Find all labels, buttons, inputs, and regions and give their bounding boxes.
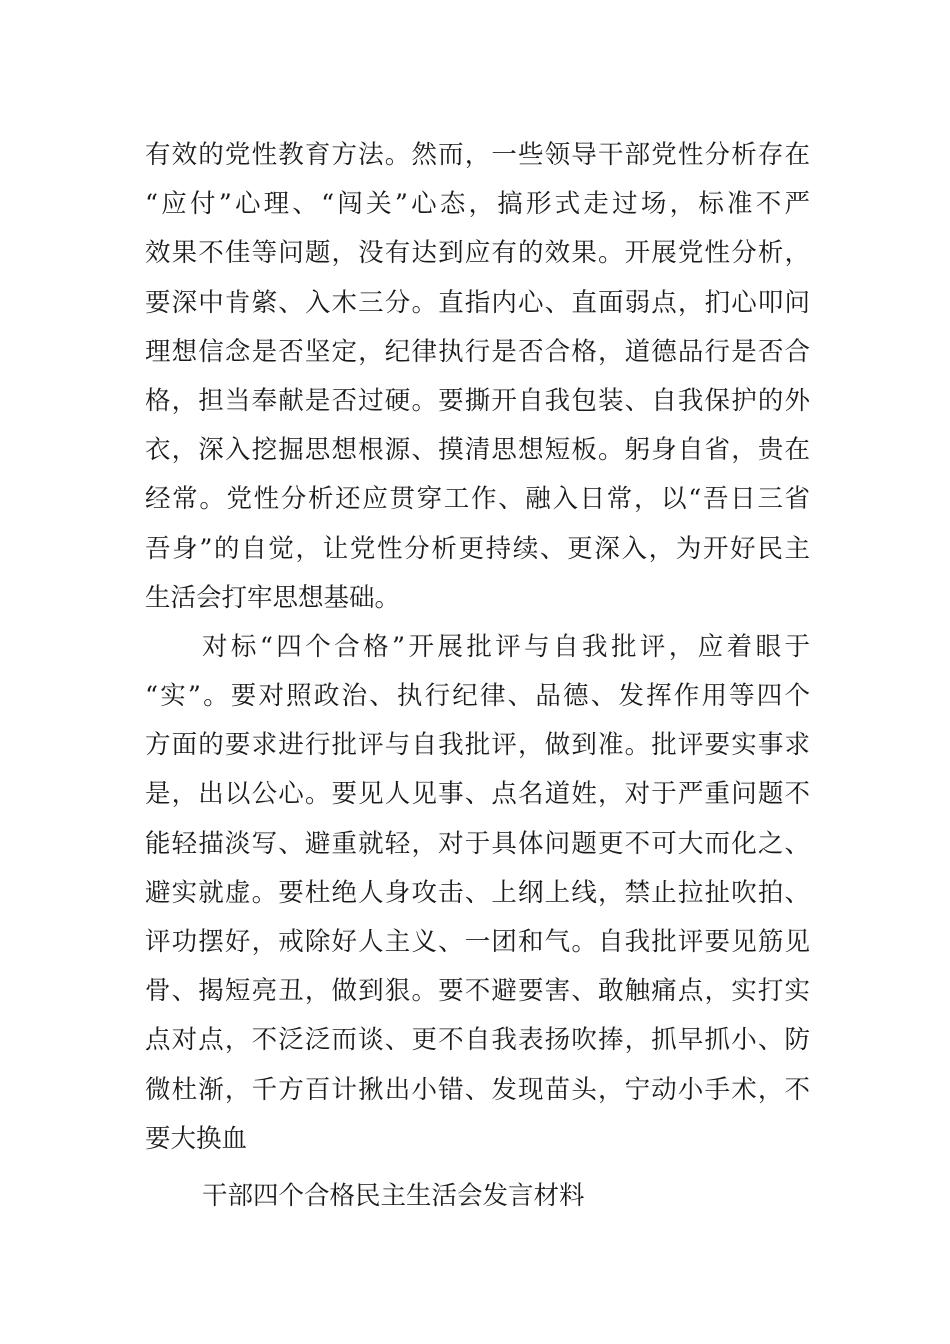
paragraph2-line: “实”。要对照政治、执行纪律、品德、发挥作用等四个 [145, 681, 810, 712]
paragraph1-line: 格，担当奉献是否过硬。要撕开自我包装、自我保护的外 [145, 385, 810, 416]
paragraph1-line: 有效的党性教育方法。然而，一些领导干部党性分析存在 [145, 140, 810, 170]
paragraph1-line: 要深中肯綮、入木三分。直指内心、直面弱点，扪心叩问 [145, 287, 810, 318]
paragraph2-line: 能轻描淡写、避重就轻，对于具体问题更不可大而化之、 [145, 828, 810, 859]
paragraph2-line: 微杜渐，千方百计揪出小错、发现苗头，宁动小手术，不 [145, 1074, 810, 1105]
paragraph1-line: 吾身”的自觉，让党性分析更持续、更深入，为开好民主 [145, 533, 810, 564]
paragraph1-line: 经常。党性分析还应贯穿工作、融入日常，以“吾日三省 [145, 484, 810, 515]
paragraph2-line: 对标“四个合格”开展批评与自我批评，应着眼于 [202, 631, 810, 662]
section-title: 干部四个合格民主生活会发言材料 [202, 1181, 585, 1211]
paragraph2-line: 要大换血 [145, 1123, 248, 1154]
paragraph1-line: 理想信念是否坚定，纪律执行是否合格，道德品行是否合 [145, 336, 810, 367]
body-text [145, 131, 810, 1164]
paragraph2-line: 评功摆好，戒除好人主义、一团和气。自我批评要见筋见 [145, 927, 810, 957]
paragraph2-line: 骨、揭短亮丑，做到狠。要不避要害、敢触痛点，实打实 [145, 976, 810, 1007]
paragraph1-line: 效果不佳等问题，没有达到应有的效果。开展党性分析， [145, 238, 810, 269]
paragraph2-line: 避实就虚。要杜绝人身攻击、上纲上线，禁止拉扯吹拍、 [145, 877, 810, 908]
paragraph1-line: 衣，深入挖掘思想根源、摸清思想短板。躬身自省，贵在 [145, 435, 810, 466]
paragraph2-line: 点对点，不泛泛而谈、更不自我表扬吹捧，抓早抓小、防 [145, 1025, 810, 1056]
paragraph2-line: 方面的要求进行批评与自我批评，做到准。批评要实事求 [145, 730, 810, 761]
paragraph2-line: 是，出以公心。要见人见事、点名道姓，对于严重问题不 [145, 779, 810, 810]
paragraph1-line: “应付”心理、“闯关”心态，搞形式走过场，标准不严 [145, 189, 810, 220]
paragraph1-line: 生活会打牢思想基础。 [145, 582, 401, 613]
